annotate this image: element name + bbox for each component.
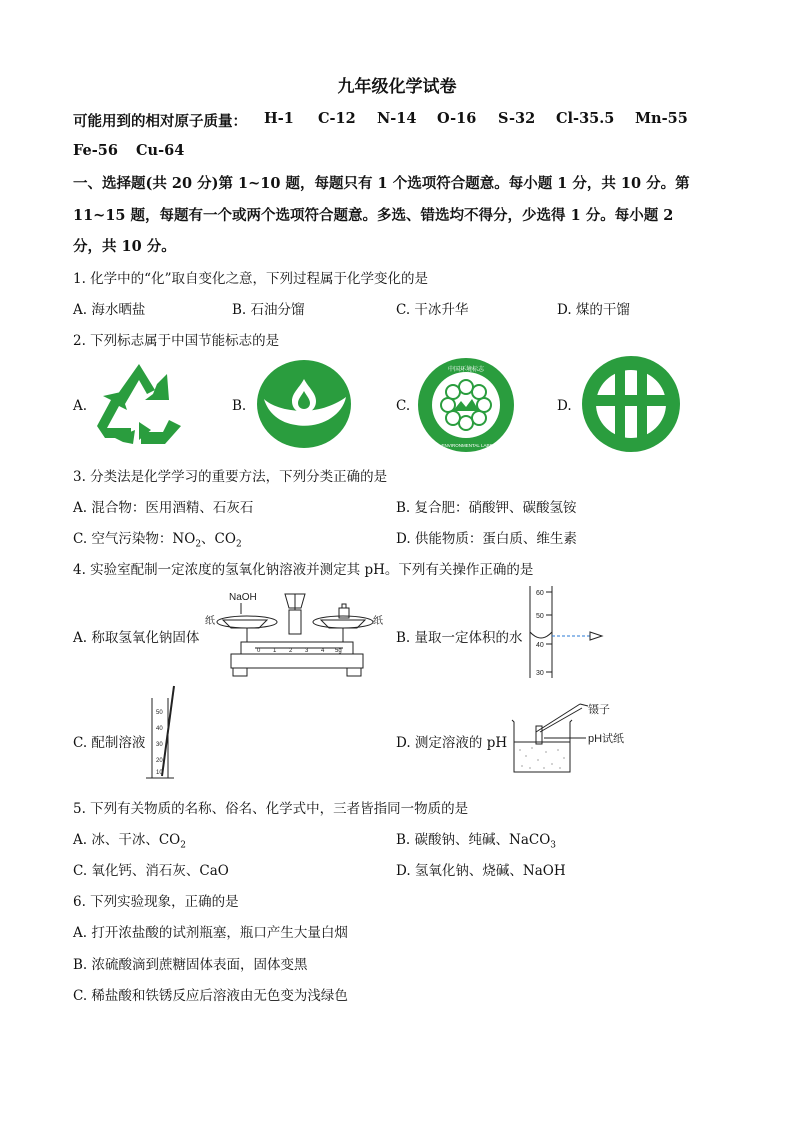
- mixing-cylinder-icon: [144, 684, 184, 784]
- q2-label-c: C.: [396, 398, 411, 414]
- q2-label-a: A.: [73, 398, 88, 414]
- q3-option-b: B. 复合肥：硝酸钾、碳酸氢铵: [396, 500, 577, 516]
- atomic-mass-item: Mn-55: [635, 110, 688, 127]
- q5-option-a: A. 冰、干冰、$CO_2$: [73, 832, 186, 851]
- tweezers-label: 镊子: [588, 704, 610, 716]
- q3-option-a: A. 混合物：医用酒精、石灰石: [73, 500, 254, 516]
- atomic-mass-item: S-32: [498, 110, 536, 127]
- atomic-mass-line-2: [73, 142, 273, 162]
- q6-option-a: A. 打开浓盐酸的试剂瓶塞，瓶口产生大量白烟: [73, 925, 348, 941]
- question-2-stem: 2. 下列标志属于中国节能标志的是: [73, 333, 280, 349]
- atomic-mass-item: C-12: [318, 110, 356, 127]
- naoh-label: NaOH: [229, 592, 257, 603]
- water-saving-logo-icon: [256, 359, 352, 449]
- svg-text:0: 0: [257, 648, 261, 654]
- q2-label-d: D.: [557, 398, 572, 414]
- q3-option-d: D. 供能物质：蛋白质、维生素: [396, 531, 577, 547]
- q4-option-d: D. 测定溶液的 pH: [396, 735, 508, 751]
- svg-text:2: 2: [289, 648, 293, 654]
- question-3-stem: 3. 分类法是化学学习的重要方法，下列分类正确的是: [73, 469, 388, 485]
- q6-option-c: C. 稀盐酸和铁锈反应后溶液由无色变为浅绿色: [73, 988, 348, 1004]
- svg-text:40: 40: [536, 642, 544, 649]
- question-1-stem: 1. 化学中的“化”取自变化之意，下列过程属于化学变化的是: [73, 271, 428, 287]
- atomic-mass-item: Fe-56: [73, 142, 118, 159]
- q5-option-d: D. 氢氧化钠、烧碱、NaOH: [396, 863, 566, 879]
- q6-option-b: B. 浓硫酸滴到蔗糖固体表面，固体变黑: [73, 957, 308, 973]
- graduated-cylinder-icon: [510, 584, 610, 680]
- atomic-mass-item: H-1: [264, 110, 294, 127]
- section-instructions-1: 一、选择题(共 20 分)第 1~10 题，每题只有 1 个选项符合题意。每小题 1 分，共 10 分。第: [73, 175, 690, 192]
- q5-option-c: C. 氧化钙、消石灰、CaO: [73, 863, 229, 879]
- svg-text:40: 40: [156, 726, 163, 732]
- question-5-stem: 5. 下列有关物质的名称、俗名、化学式中，三者皆指同一物质的是: [73, 801, 469, 817]
- atomic-mass-item: N-14: [377, 110, 417, 127]
- recycling-logo-icon: [93, 360, 185, 446]
- svg-text:60: 60: [536, 590, 544, 597]
- atomic-mass-item: O-16: [437, 110, 477, 127]
- ph-test-beaker-icon: [508, 698, 638, 778]
- svg-text:50: 50: [156, 710, 163, 716]
- page-title: 九年级化学试卷: [337, 77, 457, 97]
- section-instructions-3: 分，共 10 分。: [73, 238, 176, 255]
- logo-text: 中国环境标志: [447, 367, 485, 373]
- svg-text:30: 30: [156, 742, 163, 748]
- atomic-mass-item: Cu-64: [136, 142, 185, 159]
- q4-option-a: A. 称取氢氧化钠固体: [73, 630, 200, 646]
- svg-text:4: 4: [321, 648, 325, 654]
- atomic-mass-line: [73, 110, 723, 130]
- paper-label-left: 纸: [205, 616, 215, 627]
- q1-option-b: B. 石油分馏: [232, 302, 305, 318]
- q1-option-c: C. 干冰升华: [396, 302, 469, 318]
- environmental-label-logo-icon: [417, 357, 515, 453]
- q3-option-c: C. 空气污染物：$NO_2$、$CO_2$: [73, 531, 242, 550]
- atomic-mass-item: Cl-35.5: [556, 110, 615, 127]
- q5-option-b: B. 碳酸钠、纯碱、NaCO$_3$: [396, 832, 556, 851]
- svg-text:5g: 5g: [335, 648, 342, 654]
- logo-ring-text: CHINA ENVIRONMENTAL LABELLING: [426, 443, 506, 448]
- svg-text:50: 50: [536, 613, 544, 620]
- section-instructions-2: 11~15 题，每题有一个或两个选项符合题意。多选、错选均不得分，少选得 1 分。每小题 2: [73, 207, 674, 224]
- svg-text:3: 3: [305, 648, 309, 654]
- svg-text:10: 10: [156, 770, 163, 776]
- q1-option-a: A. 海水晒盐: [73, 302, 146, 318]
- paper-label-right: 纸: [373, 616, 383, 627]
- svg-text:20: 20: [156, 758, 163, 764]
- svg-text:1: 1: [273, 648, 277, 654]
- svg-text:30: 30: [536, 670, 544, 677]
- q1-option-d: D. 煤的干馏: [557, 302, 630, 318]
- question-4-stem: 4. 实验室配制一定浓度的氢氧化钠溶液并测定其 pH。下列有关操作正确的是: [73, 562, 534, 578]
- question-6-stem: 6. 下列实验现象，正确的是: [73, 894, 239, 910]
- energy-saving-logo-icon: [581, 355, 681, 453]
- q4-option-c: C. 配制溶液: [73, 735, 146, 751]
- atomic-mass-label: 可能用到的相对原子质量：: [73, 113, 247, 130]
- q4-option-b: B. 量取一定体积的水: [396, 630, 523, 646]
- q2-label-b: B.: [232, 398, 247, 414]
- balance-scale-icon: [203, 586, 393, 680]
- ph-paper-label: pH试纸: [588, 733, 625, 745]
